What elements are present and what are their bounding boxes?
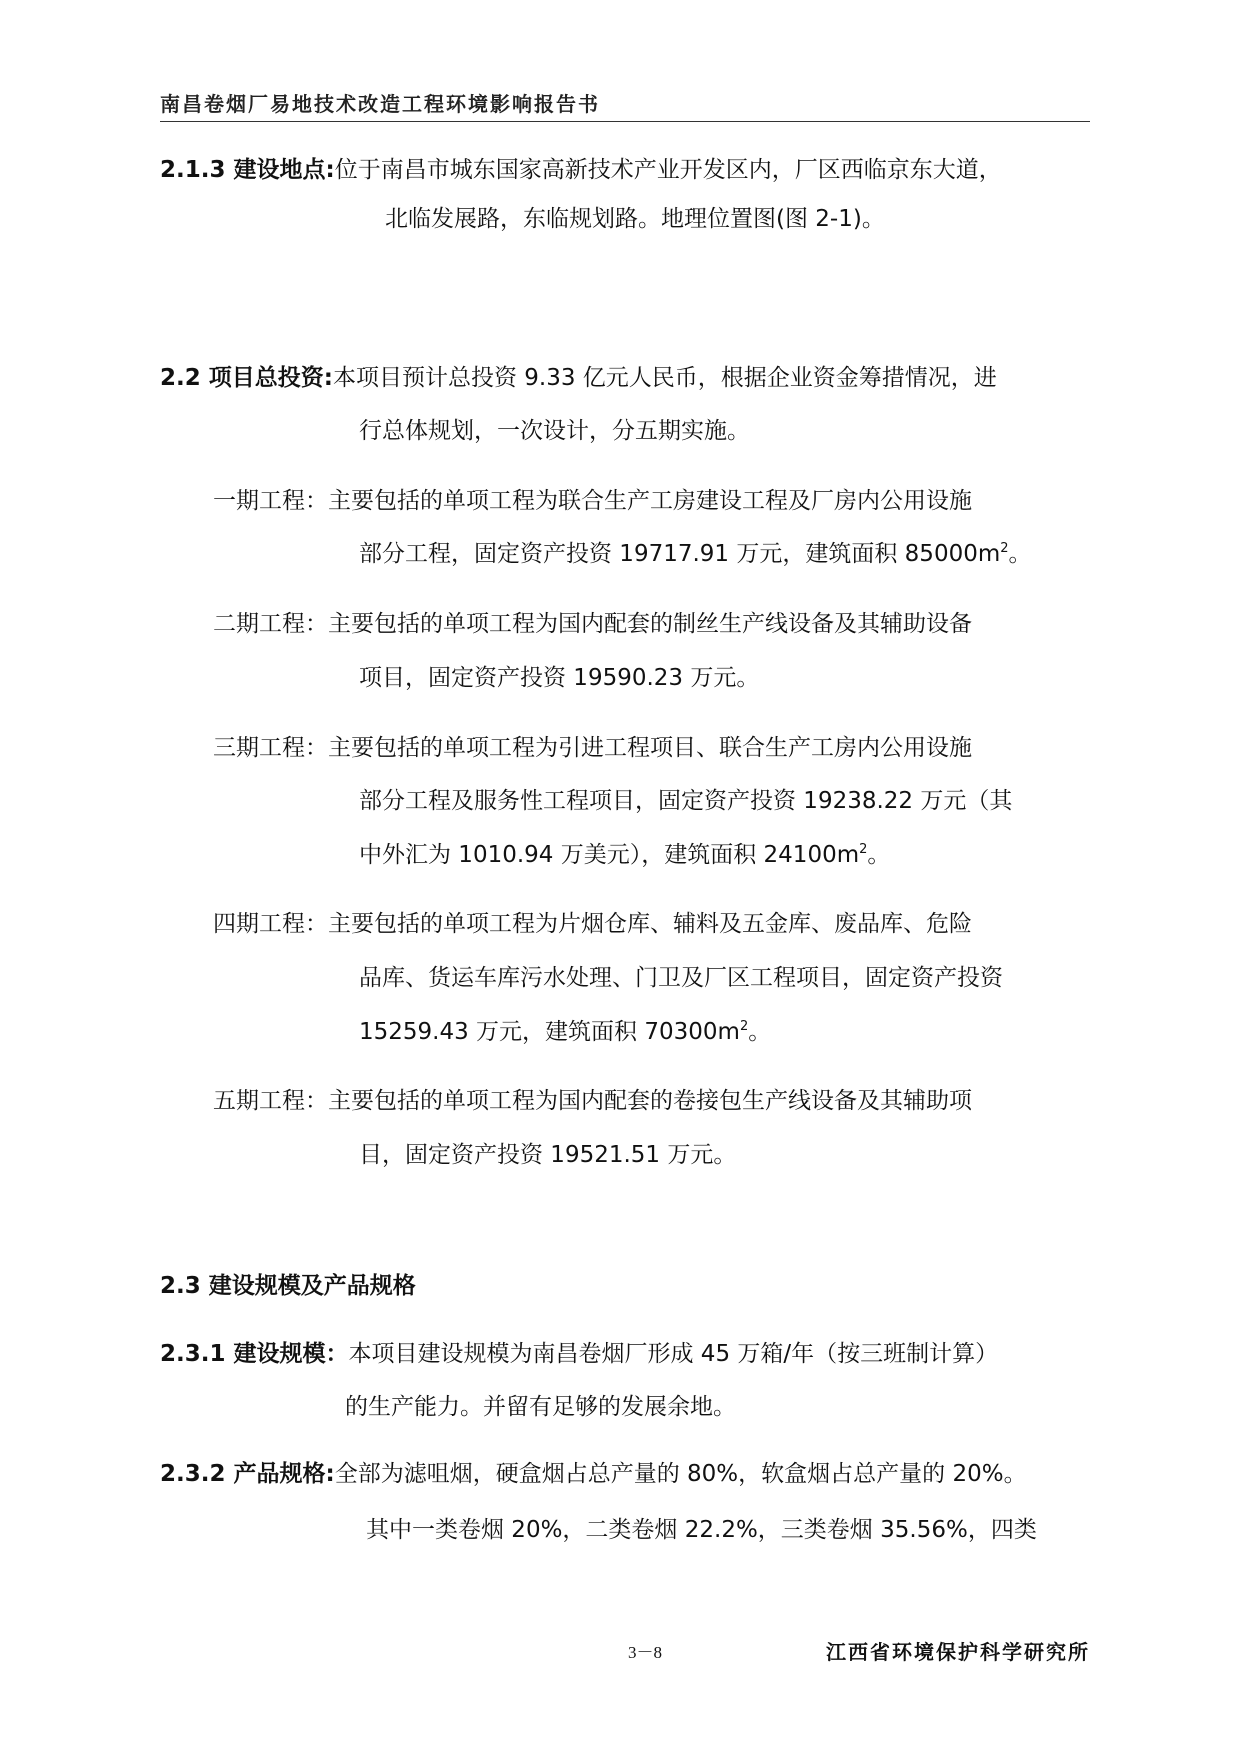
phase3-text1: 主要包括的单项工程为引进工程项目、联合生产工房内公用设施 xyxy=(328,735,972,761)
section-2-1-3-line1 xyxy=(160,155,1002,185)
section-2-3-2-text1: 全部为滤咀烟，硬盒烟占总产量的 80%，软盒烟占总产量的 20%。 xyxy=(334,1461,1027,1487)
phase5-label: 五期工程： xyxy=(213,1088,328,1114)
section-2-3-2-line1 xyxy=(160,1459,1027,1489)
section-2-3-1-label: 2.3.1 建设规模： xyxy=(160,1341,349,1367)
section-2-1-3-text1: 位于南昌市城东国家高新技术产业开发区内，厂区西临京东大道， xyxy=(334,157,1002,183)
section-2-2-line1 xyxy=(160,363,997,393)
phase2-label: 二期工程： xyxy=(213,611,328,637)
section-2-3-1-line1 xyxy=(160,1339,998,1369)
section-2-3-2-text2: 其中一类卷烟 20%，二类卷烟 22.2%，三类卷烟 35.56%，四类 xyxy=(366,1517,1037,1543)
phase2-line1 xyxy=(213,609,972,639)
section-2-2-label: 2.2 项目总投资: xyxy=(160,365,333,391)
footer-organization: 江西省环境保护科学研究所 xyxy=(826,1640,1090,1664)
phase1-text2: 部分工程，固定资产投资 19717.91 万元，建筑面积 85000m xyxy=(359,541,1001,567)
section-2-3-1-text2: 的生产能力。并留有足够的发展余地。 xyxy=(345,1394,736,1420)
phase4-text2: 品库、货运车库污水处理、门卫及厂区工程项目，固定资产投资 xyxy=(359,965,1003,991)
phase4-line1 xyxy=(213,909,972,939)
phase4-label: 四期工程： xyxy=(213,911,328,937)
section-2-2-text2: 行总体规划，一次设计，分五期实施。 xyxy=(359,418,750,444)
phase5-line1 xyxy=(213,1086,972,1116)
phase4-text3: 15259.43 万元，建筑面积 70300m xyxy=(359,1019,740,1045)
phase5-text1: 主要包括的单项工程为国内配套的卷接包生产线设备及其辅助项 xyxy=(328,1088,972,1114)
section-2-3-heading: 2.3 建设规模及产品规格 xyxy=(160,1273,416,1299)
section-2-1-3-text2: 北临发展路，东临规划路。地理位置图(图 2-1)。 xyxy=(385,206,885,232)
section-2-1-3-label: 2.1.3 建设地点: xyxy=(160,157,335,183)
phase2-text1: 主要包括的单项工程为国内配套的制丝生产线设备及其辅助设备 xyxy=(328,611,972,637)
phase3-text3: 中外汇为 1010.94 万美元），建筑面积 24100m xyxy=(359,842,860,868)
phase1-text1: 主要包括的单项工程为联合生产工房建设工程及厂房内公用设施 xyxy=(328,488,972,514)
phase3-text3-end: 。 xyxy=(867,842,891,868)
phase3-label: 三期工程： xyxy=(213,735,328,761)
phase4-text1: 主要包括的单项工程为片烟仓库、辅料及五金库、废品库、危险 xyxy=(328,911,972,937)
section-2-3-2-label: 2.3.2 产品规格: xyxy=(160,1461,335,1487)
phase4-text3-end: 。 xyxy=(748,1019,772,1045)
phase4-line3 xyxy=(359,1017,771,1047)
section-2-3-1-text1: 本项目建设规模为南昌卷烟厂形成 45 万箱/年（按三班制计算） xyxy=(348,1341,999,1367)
phase1-text2-end: 。 xyxy=(1008,541,1032,567)
phase1-line1 xyxy=(213,486,972,516)
phase3-text2: 部分工程及服务性工程项目，固定资产投资 19238.22 万元（其 xyxy=(359,788,1013,814)
document-header: 南昌卷烟厂易地技术改造工程环境影响报告书 xyxy=(160,92,600,116)
section-2-2-text1: 本项目预计总投资 9.33 亿元人民币，根据企业资金筹措情况，进 xyxy=(332,365,997,391)
phase1-superscript: 2 xyxy=(1000,541,1009,556)
phase1-line2 xyxy=(359,539,1032,569)
phase3-line3 xyxy=(359,840,890,870)
phase3-line1 xyxy=(213,733,972,763)
phase3-superscript: 2 xyxy=(859,842,868,857)
phase5-text2: 目，固定资产投资 19521.51 万元。 xyxy=(359,1142,737,1168)
phase2-text2: 项目，固定资产投资 19590.23 万元。 xyxy=(359,665,760,691)
phase1-label: 一期工程： xyxy=(213,488,328,514)
page-number: 3－8 xyxy=(628,1643,662,1662)
header-divider xyxy=(160,121,1090,122)
phase4-superscript: 2 xyxy=(739,1019,749,1034)
